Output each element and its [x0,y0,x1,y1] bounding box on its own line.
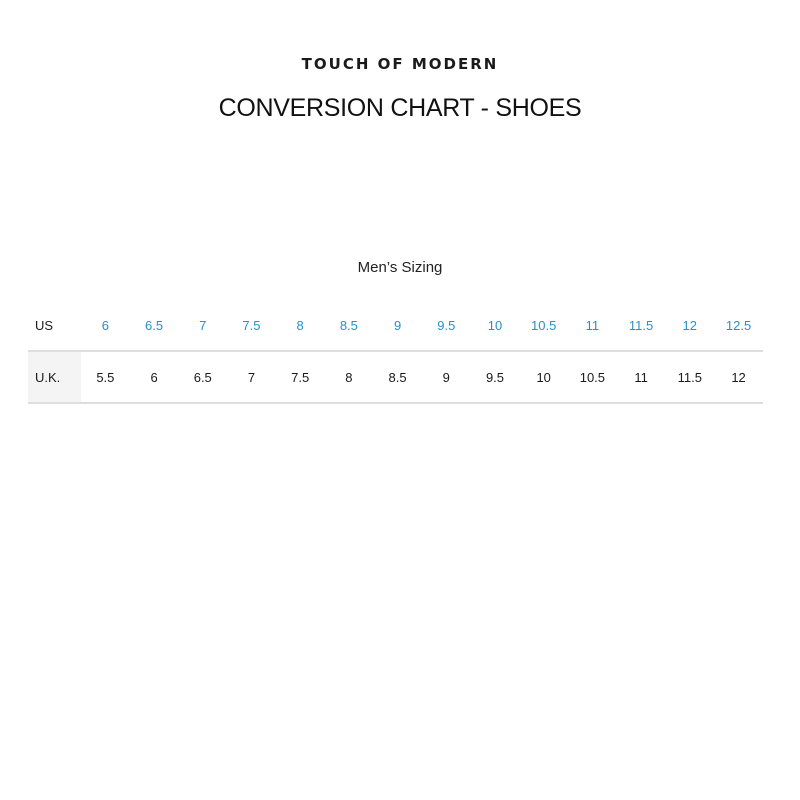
table-cell: 9 [373,300,422,351]
table-cell: 10.5 [568,351,617,403]
table-cell: 12 [714,351,763,403]
table-cell: 10 [519,351,568,403]
table-cell: 7.5 [227,300,276,351]
table-cell: 8 [325,351,374,403]
table-cell: 8 [276,300,325,351]
table-cell: 11.5 [617,300,666,351]
table-cell: 8.5 [325,300,374,351]
brand-logo: TOUCH OF MODERN [301,55,499,73]
table-cell: 12.5 [714,300,763,351]
table-cell: 7 [227,351,276,403]
table-row-uk [28,351,763,403]
table-cell: 11.5 [665,351,714,403]
table-cell: 12 [665,300,714,351]
table-cell: 11 [617,351,666,403]
table-cell: 6.5 [130,300,179,351]
table-cell: 6 [130,351,179,403]
table-cell: 9.5 [471,351,520,403]
table-cell: 10 [471,300,520,351]
size-conversion-table [28,300,763,404]
section-title: Men’s Sizing [357,259,443,276]
table-cell: 9 [422,351,471,403]
table-cell: 5.5 [81,351,130,403]
table-cell: 10.5 [519,300,568,351]
page-title: CONVERSION CHART - SHOES [218,94,582,122]
table-cell: 9.5 [422,300,471,351]
row-label-us: US [28,300,81,351]
row-label-uk: U.K. [28,351,81,403]
table-cell: 6 [81,300,130,351]
table-cell: 11 [568,300,617,351]
table-row-us [28,300,763,351]
table-cell: 7 [178,300,227,351]
table-cell: 6.5 [178,351,227,403]
table-cell: 8.5 [373,351,422,403]
table-cell: 7.5 [276,351,325,403]
